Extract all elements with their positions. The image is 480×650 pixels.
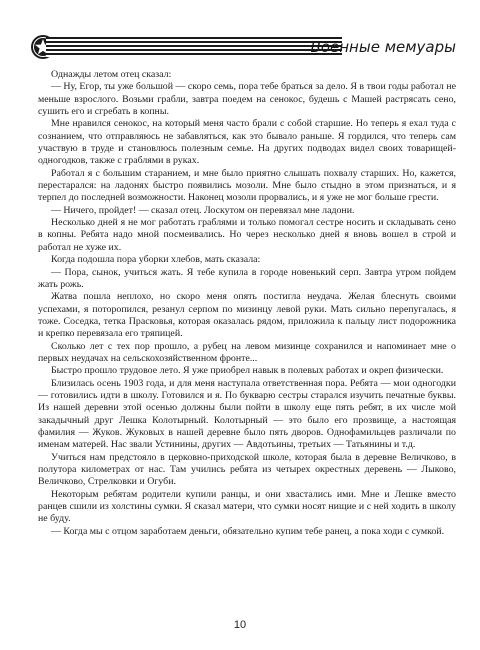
paragraph: Мне нравился сенокос, на который меня часто брали с собой старшие. Но теперь я ехал туда с сознанием, что отправляюсь не забавляться, как это бывало раньше. Я гордился, что теперь сам участвую в труде и становлюсь полезным семье. На других подводах видел своих товарищей-одногодков, также с граблями в руках. [38,118,456,167]
paragraph: — Когда мы с отцом заработаем деньги, обязательно купим тебе ранец, а пока ходи с сумкой. [51,525,445,537]
paragraph: Однажды летом отец сказал: [51,69,172,80]
paragraph: Работал я с большим старанием, и мне было приятно слышать похвалу старших. Но, кажется, перестарался: на ладонях быстро появились мозоли. Мне было стыдно в этом признаться, и я терпел до последней возможности. Наконец мозоли прорвались, и я уже не мог больше грести. [38,167,456,204]
page-number: 10 [233,619,247,631]
paragraph: Когда подошла пора уборки хлебов, мать сказала: [51,254,261,266]
paragraph: — Пора, сынок, учиться жать. Я тебе купила в городе новенький серп. Завтра утром пойдем жать рожь. [38,266,456,290]
paragraph: Некоторым ребятам родители купили ранцы, и они хвастались ими. Мне и Лешке вместо ранцев сшили из холстины сумки. Я сказал матери, что сумки носят нищие и с ней ходить в школу не буду. [38,488,456,525]
paragraph: Учиться нам предстояло в церковно-приходской школе, которая была в деревне Величково, в полутора километрах от нас. Там учились ребята из четырех окрестных деревень — Лыково, Величково, Стрелковки и Огуби. [38,451,456,488]
header-stripes [46,37,342,57]
paragraph: Несколько дней я не мог работать граблями и только помогал сестре носить и складывать сено в копны. Ребята надо мной посмеивались. Но через несколько дней я вновь вошел в строй и работал не хуже их. [38,217,456,253]
paragraph: — Ну, Егор, ты уже большой — скоро семь, пора тебе браться за дело. Я в твои годы работал не меньше взрослого. Возьми грабли, завтра поедем на сенокос, будешь с Машей растрясать сено, сушить его и сгребать в копны. [38,81,456,118]
section-title: Военные мемуары [310,38,456,56]
running-header [28,34,456,60]
paragraph: Быстро прошло трудовое лето. Я уже приобрел навык в полевых работах и окреп физически. [51,365,444,377]
paragraph: Жатва пошла неплохо, но скоро меня опять постигла неудача. Желая блеснуть своими успехами, я поторопился, резанул серпом по мизинцу левой руки. Мать сильно перепугалась, я тоже. Соседка, тетка Прасковья, которая оказалась рядом, приложила к пальцу лист подорожника и крепко перевязала его тряпицей. [38,291,456,340]
body-text [38,69,456,538]
paragraph: Близилась осень 1903 года, и для меня наступала ответственная пора. Ребята — мои одногодки — готовились идти в школу. Готовился и я. По букварю сестры старался изучить печатные буквы. Из нашей деревни этой осенью должны были пойти в школу еще пять ребят, в их числе мой закадычный друг Лешка Колотырный. Колотырный — это было его прозвище, а настоящая фамилия — Жуков. Жуковых в нашей деревне было пять дворов. Однофамильцев различали по именам матерей. Нас звали Устинины, других — Авдотьины, третьих — Татьянины и т.д. [38,377,456,451]
paragraph: Сколько лет с тех пор прошло, а рубец на левом мизинце сохранился и напоминает мне о первых неудачах на сельскохозяйственном фронте... [38,340,456,364]
paragraph: — Ничего, пройдет! — сказал отец. Лоскутом он перевязал мне ладони. [51,204,355,216]
